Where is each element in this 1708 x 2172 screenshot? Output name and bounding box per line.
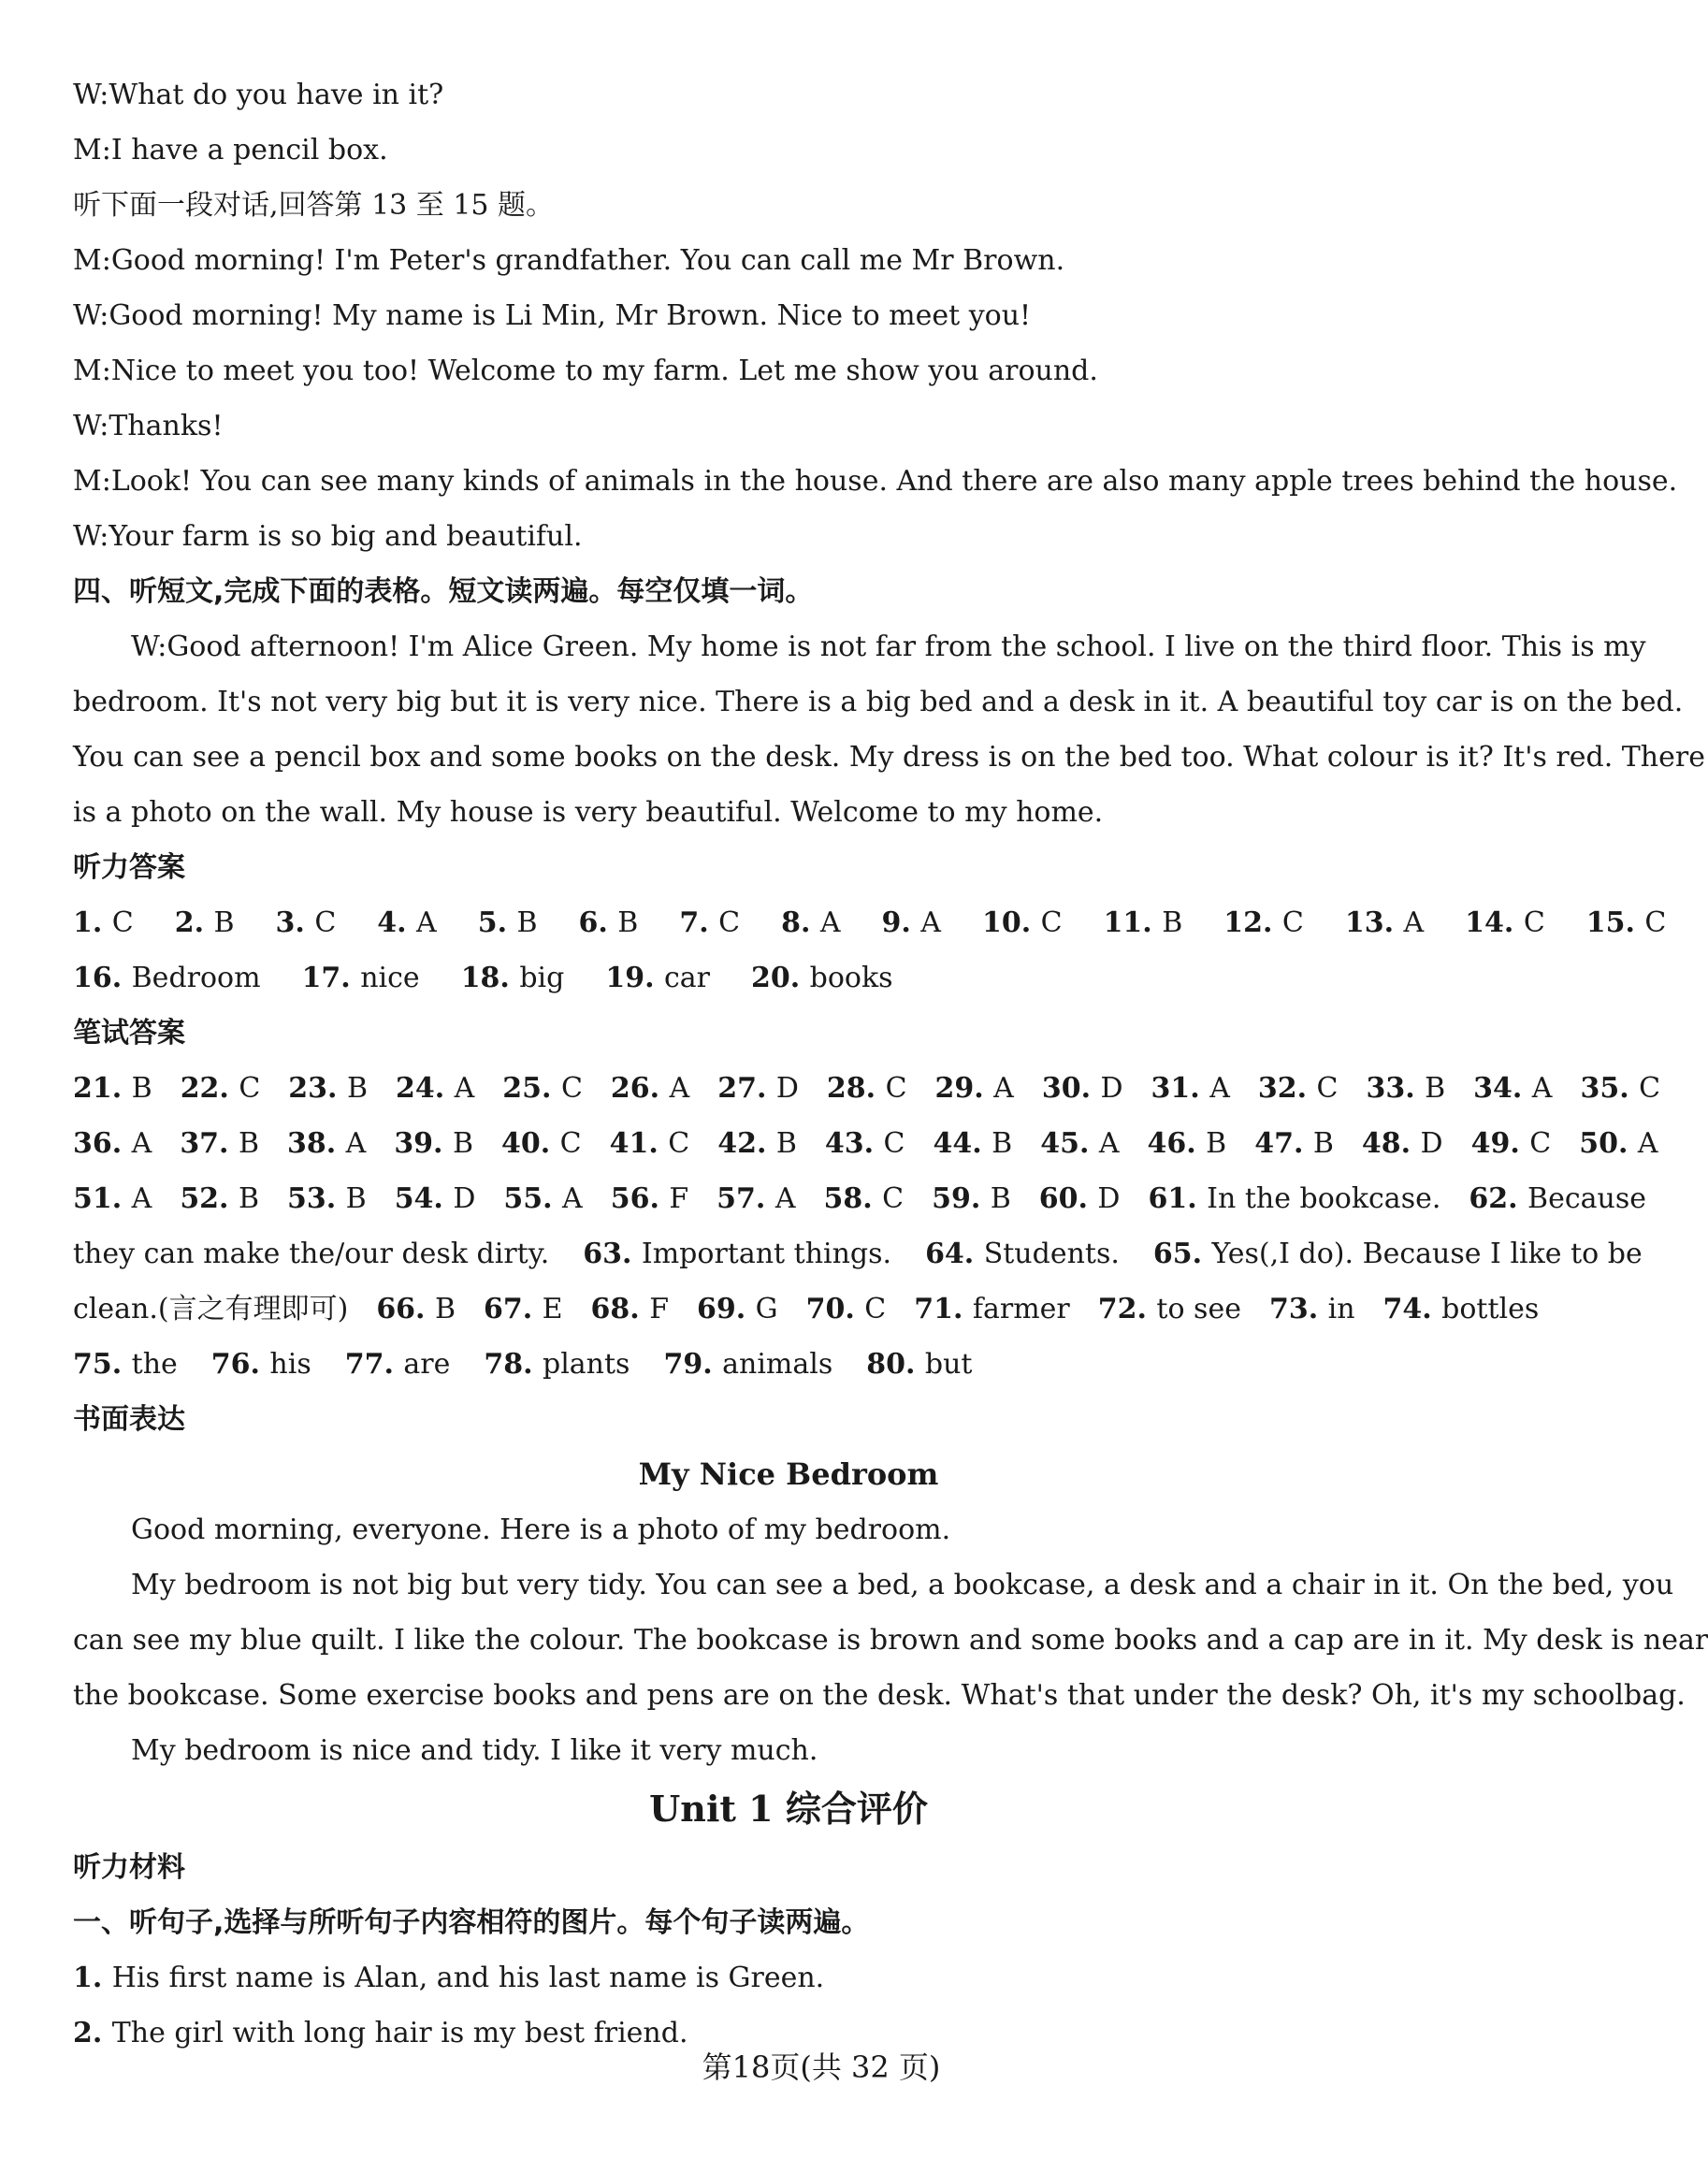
- answer-text: C: [314, 906, 337, 939]
- answer-item: [591, 1281, 669, 1337]
- answer-item: [181, 1061, 261, 1116]
- answer-number: 27.: [717, 1072, 776, 1105]
- answer-number: 78.: [484, 1348, 543, 1381]
- answer-number: 67.: [484, 1293, 543, 1325]
- answer-text: B: [213, 906, 235, 939]
- answer-number: 13.: [1344, 906, 1404, 939]
- answer-number: 1.: [73, 906, 112, 939]
- answer-item: [502, 1061, 583, 1116]
- answer-number: 3.: [275, 906, 315, 939]
- answer-number: 53.: [287, 1182, 346, 1215]
- answer-text: plants: [543, 1348, 630, 1381]
- answer-item: [1579, 1116, 1657, 1171]
- answer-item: [503, 1171, 582, 1226]
- answer-item: [823, 1171, 904, 1226]
- answer-number: 80.: [866, 1348, 925, 1381]
- answer-item: [1471, 1116, 1552, 1171]
- answer-number: 66.: [376, 1293, 435, 1325]
- answer-text: but: [924, 1348, 973, 1381]
- answer-text: A: [416, 906, 437, 939]
- answer-number: 32.: [1257, 1072, 1317, 1105]
- essay-line: can see my blue quilt. I like the colour. The bookcase is brown and some books and a cap are in it. My desk is near: [73, 1624, 1708, 1657]
- answer-text: G: [755, 1293, 778, 1325]
- answer-text: C: [1639, 1072, 1661, 1105]
- dialogue-line: M:Nice to meet you too! Welcome to my farm. Let me show you around.: [73, 355, 1098, 387]
- answer-item: [73, 1116, 152, 1171]
- passage-line: bedroom. It's not very big but it is very nice. There is a big bed and a desk in it. A beautiful toy car is on the bed.: [73, 686, 1684, 718]
- dialogue-line: M:Look! You can see many kinds of animals in the house. And there are also many apple trees behind the house.: [73, 465, 1678, 498]
- answer-item: [73, 1061, 152, 1116]
- answer-item: [611, 1171, 688, 1226]
- answer-number: 5.: [477, 906, 517, 939]
- answer-item: [934, 1116, 1013, 1171]
- answer-item: [663, 1337, 832, 1392]
- answer-item: [175, 895, 235, 950]
- answer-row: [73, 950, 1504, 1006]
- answer-text: A: [993, 1072, 1014, 1105]
- answer-row: [73, 1061, 1661, 1116]
- answer-item: [583, 1226, 891, 1281]
- sentence-text: His first name is Alan, and his last name is Green.: [111, 1962, 825, 1994]
- answer-row: [73, 1226, 1643, 1281]
- answer-item: [982, 895, 1063, 950]
- answer-item: [1040, 1116, 1119, 1171]
- answer-text: C: [111, 906, 134, 939]
- answer-text: D: [453, 1182, 476, 1215]
- answer-item: [1151, 1061, 1230, 1116]
- answer-text: In the bookcase.: [1207, 1182, 1441, 1215]
- answer-text: B: [345, 1182, 367, 1215]
- answer-number: 23.: [288, 1072, 347, 1105]
- answer-number: 79.: [663, 1348, 723, 1381]
- dialogue-line: M:I have a pencil box.: [73, 134, 388, 167]
- answer-text: A: [819, 906, 841, 939]
- answer-row: [73, 895, 1667, 950]
- answer-text: F: [669, 1182, 689, 1215]
- answer-text: C: [718, 906, 741, 939]
- answer-text: A: [1637, 1127, 1658, 1160]
- answer-number: 69.: [697, 1293, 756, 1325]
- answer-item: [501, 1116, 582, 1171]
- answer-text: B: [992, 1127, 1013, 1160]
- answer-item: [1383, 1281, 1540, 1337]
- answer-number: 26.: [610, 1072, 670, 1105]
- answer-text: B: [452, 1127, 473, 1160]
- answer-item: [73, 1226, 549, 1281]
- passage-line: is a photo on the wall. My house is very beautiful. Welcome to my home.: [73, 796, 1104, 829]
- answer-text: C: [1523, 906, 1545, 939]
- answer-text: A: [131, 1127, 152, 1160]
- answer-number: 20.: [751, 962, 810, 994]
- answer-number: 49.: [1470, 1127, 1530, 1160]
- answer-text: C: [864, 1293, 887, 1325]
- answer-number: 41.: [609, 1127, 669, 1160]
- passage-line: W:Good afternoon! I'm Alice Green. My home is not far from the school. I live on the third floor. This is my: [131, 630, 1646, 663]
- written-answers-heading: 笔试答案: [73, 1017, 185, 1050]
- answer-text: A: [1403, 906, 1425, 939]
- answer-number: 77.: [344, 1348, 404, 1381]
- answer-text: C: [668, 1127, 690, 1160]
- answer-text: C: [239, 1072, 261, 1105]
- answer-text: C: [560, 1072, 583, 1105]
- answer-number: 60.: [1038, 1182, 1098, 1215]
- answer-row: [73, 1281, 1540, 1337]
- answer-number: 54.: [394, 1182, 454, 1215]
- answer-number: 19.: [605, 962, 664, 994]
- answer-item: [1258, 1061, 1339, 1116]
- answer-number: 55.: [503, 1182, 563, 1215]
- answer-item: [1362, 1116, 1443, 1171]
- answer-item: [478, 895, 538, 950]
- answer-number: 39.: [394, 1127, 453, 1160]
- instruction-13-15: 听下面一段对话,回答第 13 至 15 题。: [73, 189, 555, 222]
- sentence-line: [73, 1950, 1504, 2005]
- answer-item: [287, 1171, 367, 1226]
- answer-item: [396, 1061, 474, 1116]
- answer-number: 76.: [210, 1348, 270, 1381]
- answer-item: [882, 895, 941, 950]
- answer-text: Yes(,I do). Because I like to be: [1211, 1238, 1643, 1270]
- answer-text: Students.: [983, 1238, 1120, 1270]
- answer-number: 72.: [1097, 1293, 1157, 1325]
- answer-text: in: [1327, 1293, 1355, 1325]
- answer-text: C: [1529, 1127, 1552, 1160]
- answer-text: B: [434, 1293, 456, 1325]
- answer-number: 47.: [1254, 1127, 1313, 1160]
- answer-text: Because: [1527, 1182, 1646, 1215]
- answer-item: [1580, 1061, 1660, 1116]
- answer-text: nice: [360, 962, 420, 994]
- answer-text: B: [990, 1182, 1011, 1215]
- answer-number: 43.: [824, 1127, 884, 1160]
- answer-number: 22.: [180, 1072, 239, 1105]
- answer-item: [180, 1116, 259, 1171]
- answer-text: C: [885, 1072, 907, 1105]
- answer-item: [1104, 895, 1183, 950]
- answer-item: [610, 1116, 690, 1171]
- answer-item: [484, 1281, 563, 1337]
- answer-text: Important things.: [641, 1238, 892, 1270]
- answer-text: A: [1531, 1072, 1553, 1105]
- answer-number: 28.: [826, 1072, 886, 1105]
- essay-line: the bookcase. Some exercise books and pens are on the desk. What's that under the desk? Oh, it's my schoolbag.: [73, 1679, 1686, 1712]
- answer-item: [914, 1281, 1070, 1337]
- answer-item: [579, 895, 639, 950]
- answer-item: [484, 1337, 630, 1392]
- answer-item: [302, 950, 420, 1006]
- section4-heading: 四、听短文,完成下面的表格。短文读两遍。每空仅填一词。: [73, 575, 814, 608]
- answer-number: 11.: [1103, 906, 1163, 939]
- sentence-text: The girl with long hair is my best friend.: [111, 2017, 688, 2049]
- answer-text: books: [809, 962, 893, 994]
- answer-text: B: [617, 906, 639, 939]
- answer-number: 9.: [881, 906, 921, 939]
- answer-item: [376, 1281, 456, 1337]
- answer-number: 4.: [377, 906, 417, 939]
- answer-item: [1366, 1061, 1445, 1116]
- answer-text: E: [542, 1293, 563, 1325]
- answer-number: 33.: [1366, 1072, 1426, 1105]
- answer-item: [345, 1337, 451, 1392]
- answer-item: [1269, 1281, 1355, 1337]
- answer-text: B: [775, 1127, 797, 1160]
- answer-number: 34.: [1473, 1072, 1532, 1105]
- page-footer: 第18页(共 32 页): [702, 2049, 941, 2085]
- answer-number: 40.: [501, 1127, 560, 1160]
- answer-text: A: [669, 1072, 690, 1105]
- listening-answers-heading: 听力答案: [73, 851, 185, 884]
- answer-number: 75.: [73, 1348, 132, 1381]
- answer-number: 24.: [395, 1072, 455, 1105]
- answer-number: 29.: [934, 1072, 994, 1105]
- answer-number: 44.: [933, 1127, 992, 1160]
- answer-item: [717, 1116, 797, 1171]
- answer-item: [73, 1337, 178, 1392]
- section1-heading: 一、听句子,选择与所听句子内容相符的图片。每个句子读两遍。: [73, 1906, 870, 1939]
- answer-item: [1148, 1116, 1227, 1171]
- answer-number: 10.: [981, 906, 1041, 939]
- answer-text: car: [663, 962, 711, 994]
- essay-line: My bedroom is not big but very tidy. You can see a bed, a bookcase, a desk and a chair in it. On the bed, you: [131, 1569, 1674, 1601]
- answer-item: [935, 1061, 1014, 1116]
- answer-text: D: [1097, 1182, 1121, 1215]
- answer-item: [825, 1116, 905, 1171]
- answer-number: 31.: [1151, 1072, 1210, 1105]
- answer-item: [925, 1226, 1120, 1281]
- answer-text: A: [774, 1182, 796, 1215]
- answer-number: 7.: [679, 906, 719, 939]
- answer-row: [73, 1116, 1658, 1171]
- essay-line: My bedroom is nice and tidy. I like it very much.: [131, 1734, 818, 1767]
- answer-text: C: [1316, 1072, 1339, 1105]
- answer-text: B: [1312, 1127, 1334, 1160]
- answer-item: [394, 1116, 473, 1171]
- answer-number: 50.: [1579, 1127, 1638, 1160]
- answer-item: [605, 950, 710, 1006]
- answer-item: [288, 1061, 368, 1116]
- answer-number: 16.: [73, 962, 132, 994]
- answer-item: [751, 950, 893, 1006]
- answer-text: A: [131, 1182, 152, 1215]
- answer-text: C: [1040, 906, 1063, 939]
- listening-material-heading: 听力材料: [73, 1851, 185, 1884]
- answer-item: [1465, 895, 1545, 950]
- answer-item: [395, 1171, 476, 1226]
- answer-item: [806, 1281, 887, 1337]
- sentence-number: 1.: [73, 1962, 112, 1994]
- dialogue-line: W:Thanks!: [73, 410, 224, 442]
- answer-number: 65.: [1152, 1238, 1212, 1270]
- answer-text: big: [519, 962, 565, 994]
- answer-number: 37.: [180, 1127, 239, 1160]
- unit-title: Unit 1 综合评价: [649, 1788, 928, 1830]
- answer-text: F: [649, 1293, 670, 1325]
- answer-item: [211, 1337, 311, 1392]
- dialogue-line: M:Good morning! I'm Peter's grandfather. You can call me Mr Brown.: [73, 244, 1065, 277]
- answer-number: 18.: [460, 962, 520, 994]
- answer-number: 59.: [932, 1182, 991, 1215]
- answer-item: [717, 1061, 799, 1116]
- page-content: [73, 67, 1708, 2061]
- answer-text: his: [269, 1348, 311, 1381]
- answer-item: [287, 1116, 366, 1171]
- answer-text: bottles: [1441, 1293, 1540, 1325]
- answer-text: B: [131, 1072, 152, 1105]
- answer-item: [697, 1281, 778, 1337]
- answer-item: [1153, 1226, 1643, 1281]
- passage-line: You can see a pencil box and some books on the desk. My dress is on the bed too. What colour is it? It's red. There: [73, 741, 1705, 774]
- answer-number: 58.: [823, 1182, 883, 1215]
- answer-number: 62.: [1469, 1182, 1528, 1215]
- answer-item: [1473, 1061, 1552, 1116]
- answer-item: [1345, 895, 1424, 950]
- answer-number: 63.: [583, 1238, 642, 1270]
- answer-item: [377, 895, 436, 950]
- answer-item: [827, 1061, 907, 1116]
- answer-text: B: [1162, 906, 1183, 939]
- writing-heading: 书面表达: [73, 1403, 185, 1436]
- answer-text: D: [775, 1072, 799, 1105]
- answer-item: [1469, 1171, 1646, 1226]
- answer-item: [716, 1171, 795, 1226]
- answer-number: 17.: [301, 962, 361, 994]
- answer-item: [276, 895, 337, 950]
- answer-item: [461, 950, 565, 1006]
- answer-number: 30.: [1041, 1072, 1101, 1105]
- answer-number: 36.: [73, 1127, 132, 1160]
- answer-text: C: [882, 1182, 905, 1215]
- essay-body: [73, 1502, 1708, 1778]
- answer-text: C: [1644, 906, 1667, 939]
- answer-text: B: [1425, 1072, 1446, 1105]
- answer-text: A: [562, 1182, 583, 1215]
- answer-row: [73, 1337, 1504, 1392]
- answer-text: clean.(言之有理即可): [73, 1293, 349, 1325]
- sentence-number: 2.: [73, 2017, 112, 2049]
- answer-text: B: [346, 1072, 368, 1105]
- answer-number: 6.: [578, 906, 618, 939]
- answer-number: 15.: [1585, 906, 1645, 939]
- essay-line: Good morning, everyone. Here is a photo of my bedroom.: [131, 1513, 951, 1546]
- answer-number: 57.: [716, 1182, 775, 1215]
- answer-number: 73.: [1268, 1293, 1328, 1325]
- answer-item: [73, 1171, 152, 1226]
- answer-text: A: [920, 906, 941, 939]
- answer-text: C: [559, 1127, 582, 1160]
- answer-text: C: [883, 1127, 905, 1160]
- answer-number: 56.: [610, 1182, 670, 1215]
- essay-title: My Nice Bedroom: [638, 1456, 939, 1492]
- answer-number: 14.: [1465, 906, 1524, 939]
- answer-number: 48.: [1361, 1127, 1421, 1160]
- answer-item: [679, 895, 740, 950]
- answer-number: 45.: [1040, 1127, 1099, 1160]
- answer-item: [866, 1337, 972, 1392]
- answer-text: B: [516, 906, 538, 939]
- answer-text: B: [1206, 1127, 1227, 1160]
- answer-number: 64.: [925, 1238, 984, 1270]
- answer-text: are: [403, 1348, 451, 1381]
- answer-item: [73, 1281, 348, 1337]
- dialogue-line: W:What do you have in it?: [73, 79, 444, 111]
- answer-item: [1098, 1281, 1241, 1337]
- answer-text: A: [1098, 1127, 1120, 1160]
- answer-number: 8.: [781, 906, 820, 939]
- answer-row: [73, 1171, 1646, 1226]
- answer-item: [180, 1171, 259, 1226]
- dialogue-line: W:Your farm is so big and beautiful.: [73, 520, 583, 553]
- answer-text: Bedroom: [131, 962, 261, 994]
- answer-item: [932, 1171, 1011, 1226]
- answer-item: [1586, 895, 1667, 950]
- answer-item: [611, 1061, 689, 1116]
- answer-text: D: [1420, 1127, 1443, 1160]
- answer-text: D: [1100, 1072, 1123, 1105]
- answer-text: B: [238, 1182, 259, 1215]
- answer-item: [1042, 1061, 1123, 1116]
- answer-item: [1039, 1171, 1121, 1226]
- answer-number: 21.: [73, 1072, 132, 1105]
- answer-number: 68.: [590, 1293, 650, 1325]
- answer-item: [1254, 1116, 1334, 1171]
- answer-number: 42.: [717, 1127, 776, 1160]
- answer-number: 52.: [180, 1182, 239, 1215]
- answer-text: to see: [1156, 1293, 1241, 1325]
- answer-text: A: [345, 1127, 367, 1160]
- answer-number: 61.: [1148, 1182, 1208, 1215]
- answer-text: the: [131, 1348, 178, 1381]
- answer-number: 74.: [1382, 1293, 1442, 1325]
- answer-item: [73, 950, 261, 1006]
- answer-text: C: [1281, 906, 1304, 939]
- answer-item: [781, 895, 840, 950]
- answer-text: they can make the/our desk dirty.: [73, 1238, 550, 1270]
- answer-item: [1223, 895, 1304, 950]
- answer-text: A: [1209, 1072, 1230, 1105]
- answer-number: 38.: [287, 1127, 346, 1160]
- answer-number: 2.: [174, 906, 214, 939]
- answer-number: 12.: [1223, 906, 1282, 939]
- answer-number: 70.: [805, 1293, 865, 1325]
- answer-text: farmer: [972, 1293, 1070, 1325]
- answer-number: 46.: [1147, 1127, 1207, 1160]
- answer-number: 35.: [1580, 1072, 1640, 1105]
- answer-item: [73, 895, 134, 950]
- answer-text: animals: [722, 1348, 833, 1381]
- answer-text: A: [454, 1072, 475, 1105]
- answer-text: B: [238, 1127, 259, 1160]
- answer-number: 71.: [914, 1293, 973, 1325]
- dialogue-line: W:Good morning! My name is Li Min, Mr Brown. Nice to meet you!: [73, 299, 1032, 332]
- answer-number: 25.: [502, 1072, 561, 1105]
- answer-number: 51.: [73, 1182, 132, 1215]
- answer-item: [1148, 1171, 1440, 1226]
